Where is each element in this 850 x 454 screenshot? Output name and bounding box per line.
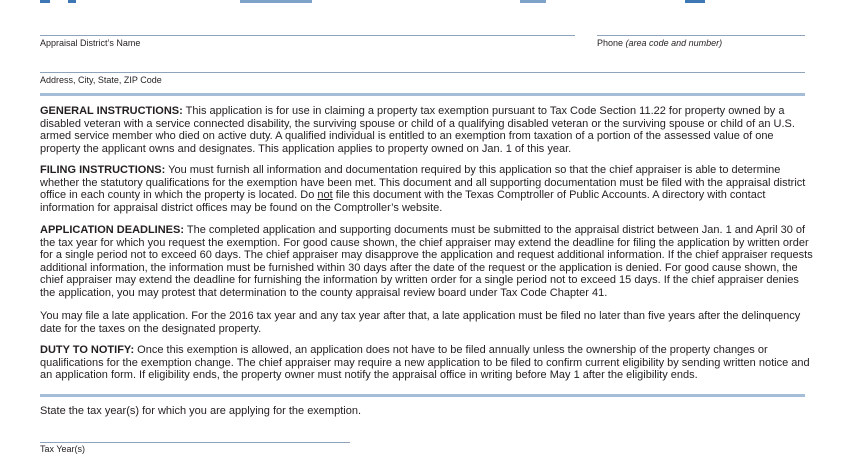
tax-year-prompt: State the tax year(s) for which you are applying for the exemption. (40, 405, 361, 417)
phone-label (597, 38, 722, 48)
address-field[interactable] (40, 59, 800, 71)
duty-to-notify (40, 344, 815, 382)
application-deadlines-body: The completed application and supporting documents must be submitted to the appraisal district between Jan. 1 and April 30 of the tax year for which you request the exemption. For good cause shown, the chief appraiser may extend the deadline for filing the application by written order for a single period not to exceed 60 days. The chief appraiser may disapprove the application and request additional information. If the chief appraiser requests additional information, the information must be furnished within 30 days after the date of the request or the application is denied. For good cause shown, the chief appraiser may extend the deadline for furnishing the information by written order for a single period not to exceed 15 days. If the chief appraiser denies the application, you may protest that determination to the county appraisal review board under Tax Code Chapter 41. (40, 224, 813, 299)
filing-instructions (40, 164, 815, 214)
tax-year-line (40, 442, 350, 443)
phone-field[interactable] (597, 22, 802, 34)
header-fragment (40, 0, 50, 3)
application-deadlines-heading: APPLICATION DEADLINES: (40, 224, 185, 236)
district-name-label: Appraisal District’s Name (40, 38, 141, 48)
tax-year-field[interactable] (40, 429, 345, 441)
section-divider (40, 93, 805, 96)
header-fragment (68, 0, 76, 3)
phone-label-hint: (area code and number) (625, 38, 723, 48)
filing-instructions-body-end: file this document with the Texas Comptroller of Public Accounts. A directory with contact information for appraisal district offices may be found on the Comptroller’s website. (40, 189, 766, 214)
address-label: Address, City, State, ZIP Code (40, 75, 162, 85)
duty-to-notify-body: Once this exemption is allowed, an application does not have to be filed annually unless the ownership of the property changes or qualifications for the exemption change. The chief appraiser may require a new application to be filed to confirm current eligibility by sending written notice and an application form. If eligibility ends, the property owner must notify the appraisal office in writing before May 1 after the eligibility ends. (40, 344, 810, 381)
header-fragment (240, 0, 312, 3)
general-instructions-heading: GENERAL INSTRUCTIONS: (40, 105, 183, 117)
late-application-body: You may file a late application. For the 2016 tax year and any tax year after that, a late application must be filed no later than five years after the delinquency date for the taxes on the designated property. (40, 310, 801, 335)
application-deadlines (40, 224, 815, 299)
phone-line (597, 35, 805, 36)
header-fragment (520, 0, 546, 3)
tax-year-label: Tax Year(s) (40, 444, 86, 454)
district-name-line (40, 35, 575, 36)
general-instructions-body: This application is for use in claiming a property tax exemption pursuant to Tax Code Section 11.22 for property owned by a disabled veteran with a service connected disability, the surviving spouse or child of a qualifying disabled veteran or the surviving spouse or child of an U.S. armed service member who died on active duty. A qualified individual is entitled to an exemption from taxation of a portion of the assessed value of one property the applicant owns and designates. This application applies to property owned on Jan. 1 of this year. (40, 105, 795, 155)
filing-instructions-body: You must furnish all information and documentation required by this application so that the chief appraiser is able to determine whether the statutory qualifications for the exemption have been met. This document and all supporting documentation must be filed with the appraisal district office in each county in which the property is located. Do (40, 164, 806, 201)
header-fragment (685, 0, 705, 3)
filing-instructions-emphasis: not (317, 189, 333, 201)
late-application (40, 310, 815, 335)
district-name-field[interactable] (40, 22, 570, 34)
filing-instructions-heading: FILING INSTRUCTIONS: (40, 164, 166, 176)
phone-label-text: Phone (597, 38, 624, 48)
address-line (40, 72, 805, 73)
section-divider (40, 394, 805, 397)
general-instructions (40, 105, 815, 155)
duty-to-notify-heading: DUTY TO NOTIFY: (40, 344, 135, 356)
